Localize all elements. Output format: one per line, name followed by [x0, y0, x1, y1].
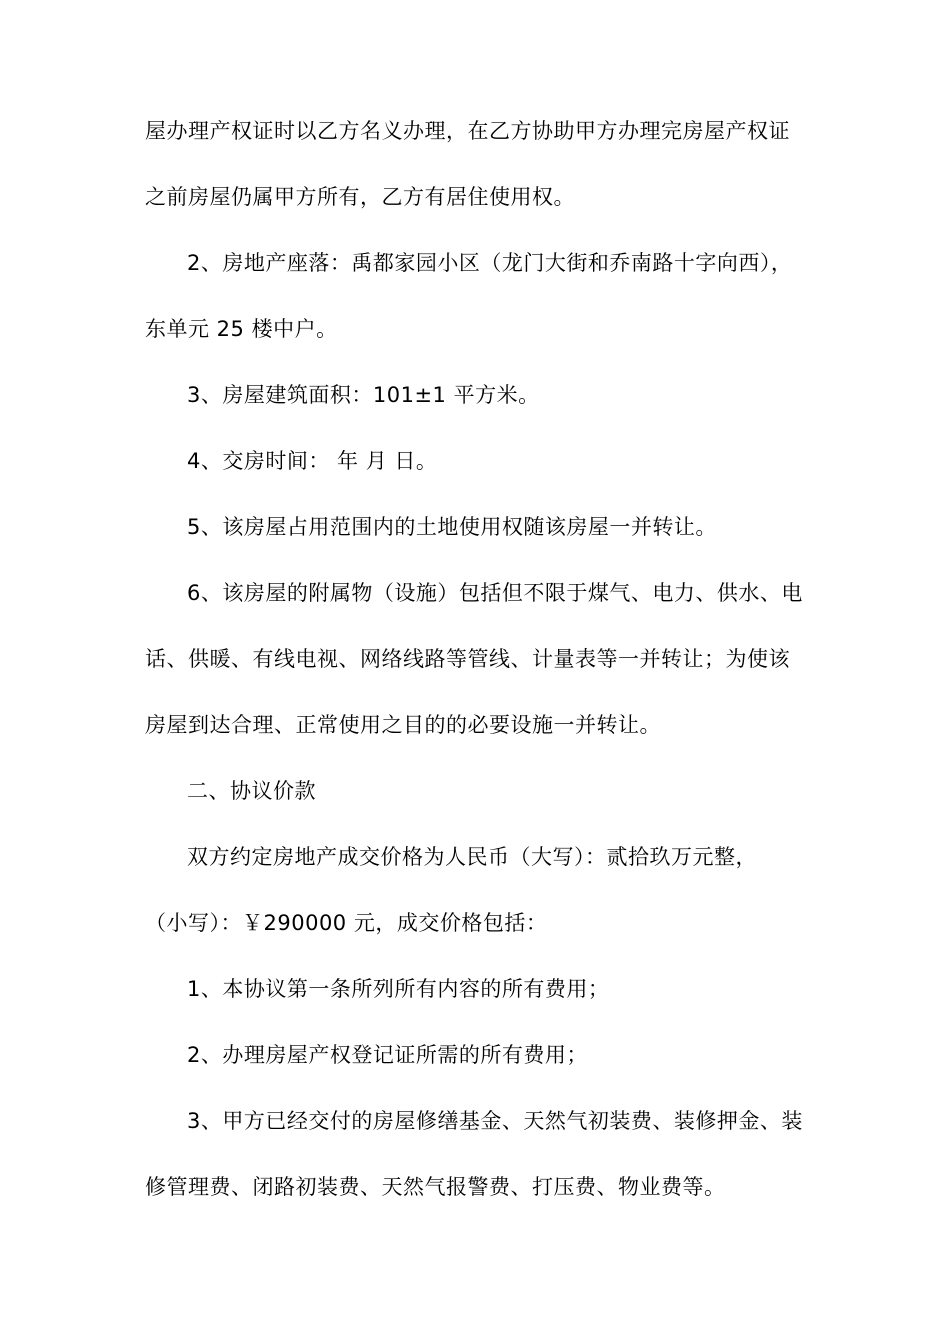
- paragraph-line: 东单元 25 楼中户。: [145, 317, 338, 341]
- paragraph-line: 1、本协议第一条所列所有内容的所有费用；: [187, 977, 610, 1001]
- section-heading: 二、协议价款: [187, 779, 316, 803]
- paragraph-line: 2、房地产座落：禹都家园小区（龙门大街和乔南路十字向西），: [187, 251, 793, 275]
- paragraph-line: 2、办理房屋产权登记证所需的所有费用；: [187, 1043, 588, 1067]
- paragraph-line: 6、该房屋的附属物（设施）包括但不限于煤气、电力、供水、电: [187, 581, 803, 605]
- paragraph-line: 房屋到达合理、正常使用之目的的必要设施一并转让。: [145, 713, 661, 737]
- paragraph-line: 之前房屋仍属甲方所有，乙方有居住使用权。: [145, 185, 575, 209]
- paragraph-line: 话、供暖、有线电视、网络线路等管线、计量表等一并转让；为使该: [145, 647, 790, 671]
- paragraph-line: 5、该房屋占用范围内的土地使用权随该房屋一并转让。: [187, 515, 717, 539]
- paragraph-line: 修管理费、闭路初装费、天然气报警费、打压费、物业费等。: [145, 1175, 726, 1199]
- paragraph-line: 3、甲方已经交付的房屋修缮基金、天然气初装费、装修押金、装: [187, 1109, 803, 1133]
- paragraph-line: （小写）：￥290000 元，成交价格包括：: [145, 911, 548, 935]
- paragraph-line: 双方约定房地产成交价格为人民币（大写）：贰拾玖万元整，: [187, 845, 757, 869]
- paragraph-line: 3、房屋建筑面积：101±1 平方米。: [187, 383, 540, 407]
- paragraph-line: 4、交房时间： 年 月 日。: [187, 449, 438, 473]
- paragraph-line: 屋办理产权证时以乙方名义办理，在乙方协助甲方办理完房屋产权证: [145, 119, 790, 143]
